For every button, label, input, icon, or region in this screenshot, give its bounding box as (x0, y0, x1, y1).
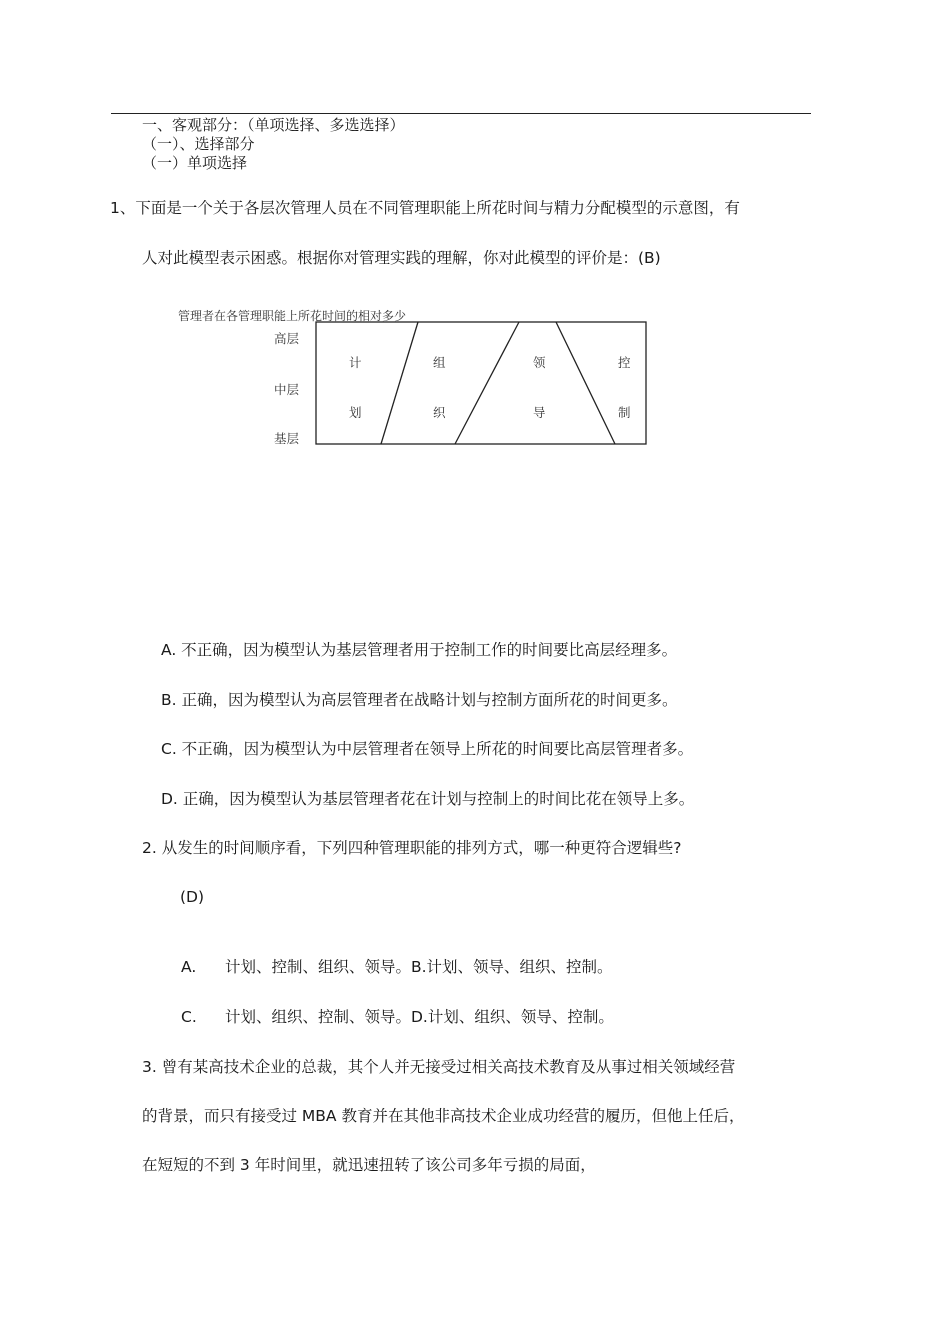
figure-caption: 管理者在各管理职能上所花时间的相对多少 (178, 309, 407, 323)
q2-row1-label: A. (181, 958, 197, 976)
subsubsection-heading: （一）单项选择 (142, 154, 248, 172)
function-plan-top: 计 (349, 355, 362, 370)
divider-lead-control (556, 322, 615, 444)
q1-option-a: A. 不正确，因为模型认为基层管理者用于控制工作的时间要比高层经理多。 (161, 641, 678, 659)
q1-option-c: C. 不正确，因为模型认为中层管理者在领导上所花的时间要比高层管理者多。 (161, 740, 694, 758)
function-organize-bottom: 织 (433, 405, 446, 420)
q2-answer: (D) (180, 888, 205, 906)
q3-line-3: 在短短的不到 3 年时间里，就迅速扭转了该公司多年亏损的局面， (142, 1156, 596, 1174)
level-label-base: 基层 (274, 431, 300, 446)
subsection-heading: （一）、选择部分 (142, 135, 255, 153)
q2-row2-label: C. (181, 1008, 197, 1026)
divider-plan-organize (381, 322, 418, 444)
q2-row2-text: 计划、组织、控制、领导。D.计划、组织、领导、控制。 (225, 1008, 614, 1026)
q1-option-d: D. 正确，因为模型认为基层管理者花在计划与控制上的时间比花在领导上多。 (161, 790, 695, 808)
level-label-top: 高层 (274, 331, 300, 346)
q1-line-2: 人对此模型表示困惑。根据你对管理实践的理解，你对此模型的评价是：(B) (142, 249, 661, 267)
function-organize-top: 组 (433, 355, 446, 370)
q3-line-2: 的背景，而只有接受过 MBA 教育并在其他非高技术企业成功经营的履历，但他上任后， (142, 1107, 745, 1125)
q2-row1-text: 计划、控制、组织、领导。B.计划、领导、组织、控制。 (225, 958, 613, 976)
management-time-figure (0, 0, 950, 460)
level-label-middle: 中层 (274, 382, 300, 397)
function-lead-bottom: 导 (533, 405, 546, 420)
section-heading: 一、客观部分：（单项选择、多选选择） (142, 116, 405, 134)
q1-line-1: 1、下面是一个关于各层次管理人员在不同管理职能上所花时间与精力分配模型的示意图，有 (110, 199, 740, 217)
q3-line-1: 3. 曾有某高技术企业的总裁，其个人并无接受过相关高技术教育及从事过相关领域经营 (142, 1058, 736, 1076)
function-control-bottom: 制 (618, 405, 631, 420)
figure-frame (316, 322, 646, 444)
function-control-top: 控 (618, 355, 631, 370)
function-lead-top: 领 (533, 355, 546, 370)
function-plan-bottom: 划 (349, 405, 362, 420)
divider-organize-lead (455, 322, 519, 444)
q2-stem: 2. 从发生的时间顺序看，下列四种管理职能的排列方式，哪一种更符合逻辑些? (142, 839, 682, 857)
q1-option-b: B. 正确，因为模型认为高层管理者在战略计划与控制方面所花的时间更多。 (161, 691, 678, 709)
